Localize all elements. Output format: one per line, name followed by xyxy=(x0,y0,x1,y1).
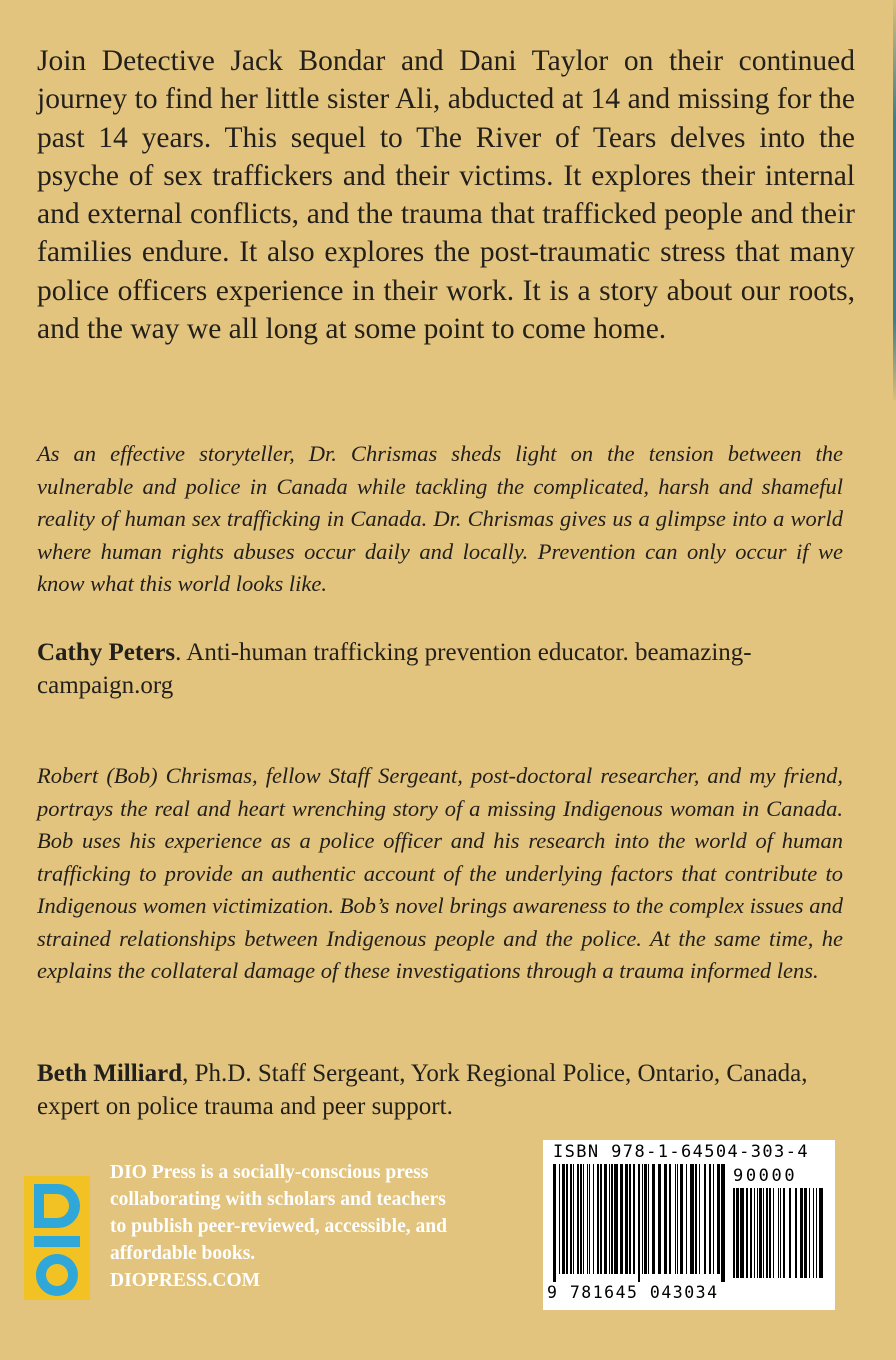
publisher-statement xyxy=(110,1159,530,1294)
isbn-label: ISBN 978-1-64504-303-4 xyxy=(553,1142,809,1162)
publisher-line-1: DIO Press is a socially-conscious press xyxy=(110,1162,429,1183)
review-attribution-1 xyxy=(37,636,847,702)
publisher-line-4: affordable books. xyxy=(110,1243,256,1264)
addon-number: 90000 xyxy=(733,1166,798,1186)
review-quote-1: As an effective storyteller, Dr. Chrismas sheds light on the tension between the vulnerable and police in Canada while tackling the complicated, harsh and shameful reality of human sex trafficking in Canada. Dr. Chrismas gives us a glimpse into a world where human rights abuses occur daily and locally. Prevention can only occur if we know what this world looks like. xyxy=(37,441,843,596)
book-description: Join Detective Jack Bondar and Dani Taylor on their continued journey to find her little sister Ali, abducted at 14 and missing for the past 14 years. This sequel to The River of Tears delves into the psyche of sex traffickers and their victims. It explores their internal and external conflicts, and the trauma that trafficked people and their families endure. It also explores the post-traumatic stress that many police officers experience in their work. It is a story about our roots, and the way we all long at some point to come home. xyxy=(37,45,855,346)
publisher-line-3: to publish peer-reviewed, accessible, and xyxy=(110,1216,447,1237)
reviewer-name-1: Cathy Peters xyxy=(37,639,176,666)
reviewer-credit-2: , Ph.D. Staff Sergeant, York Regional Police, Ontario, Canada, expert on police trauma and peer support. xyxy=(37,1060,808,1120)
dio-press-logo xyxy=(24,1176,90,1300)
publisher-website: DIOPRESS.COM xyxy=(110,1270,261,1291)
ean-number: 9 781645 043034 xyxy=(547,1283,719,1302)
ean-barcode-bars xyxy=(553,1164,725,1284)
review-quote-2: Robert (Bob) Chrismas, fellow Staff Sergeant, post-doctoral researcher, and my friend, portrays the real and heart wrenching story of a missing Indigenous woman in Canada. Bob uses his experience as a police officer and his research into the world of human trafficking to provide an authentic account of the underlying factors that contribute to Indigenous women victimization. Bob’s novel brings awareness to the complex issues and strained relationships between Indigenous people and the police. At the same time, he explains the collateral damage of these investigations through a trauma informed lens. xyxy=(37,763,843,983)
reviewer-name-2: Beth Milliard xyxy=(37,1060,183,1087)
review-attribution-2 xyxy=(37,1057,847,1123)
reviewer-credit-1: . Anti-human trafficking prevention educator. beamazing-campaign.org xyxy=(37,639,752,699)
addon-barcode-bars xyxy=(733,1188,825,1284)
publisher-line-2: collaborating with scholars and teachers xyxy=(110,1189,446,1210)
isbn-barcode xyxy=(543,1140,835,1310)
